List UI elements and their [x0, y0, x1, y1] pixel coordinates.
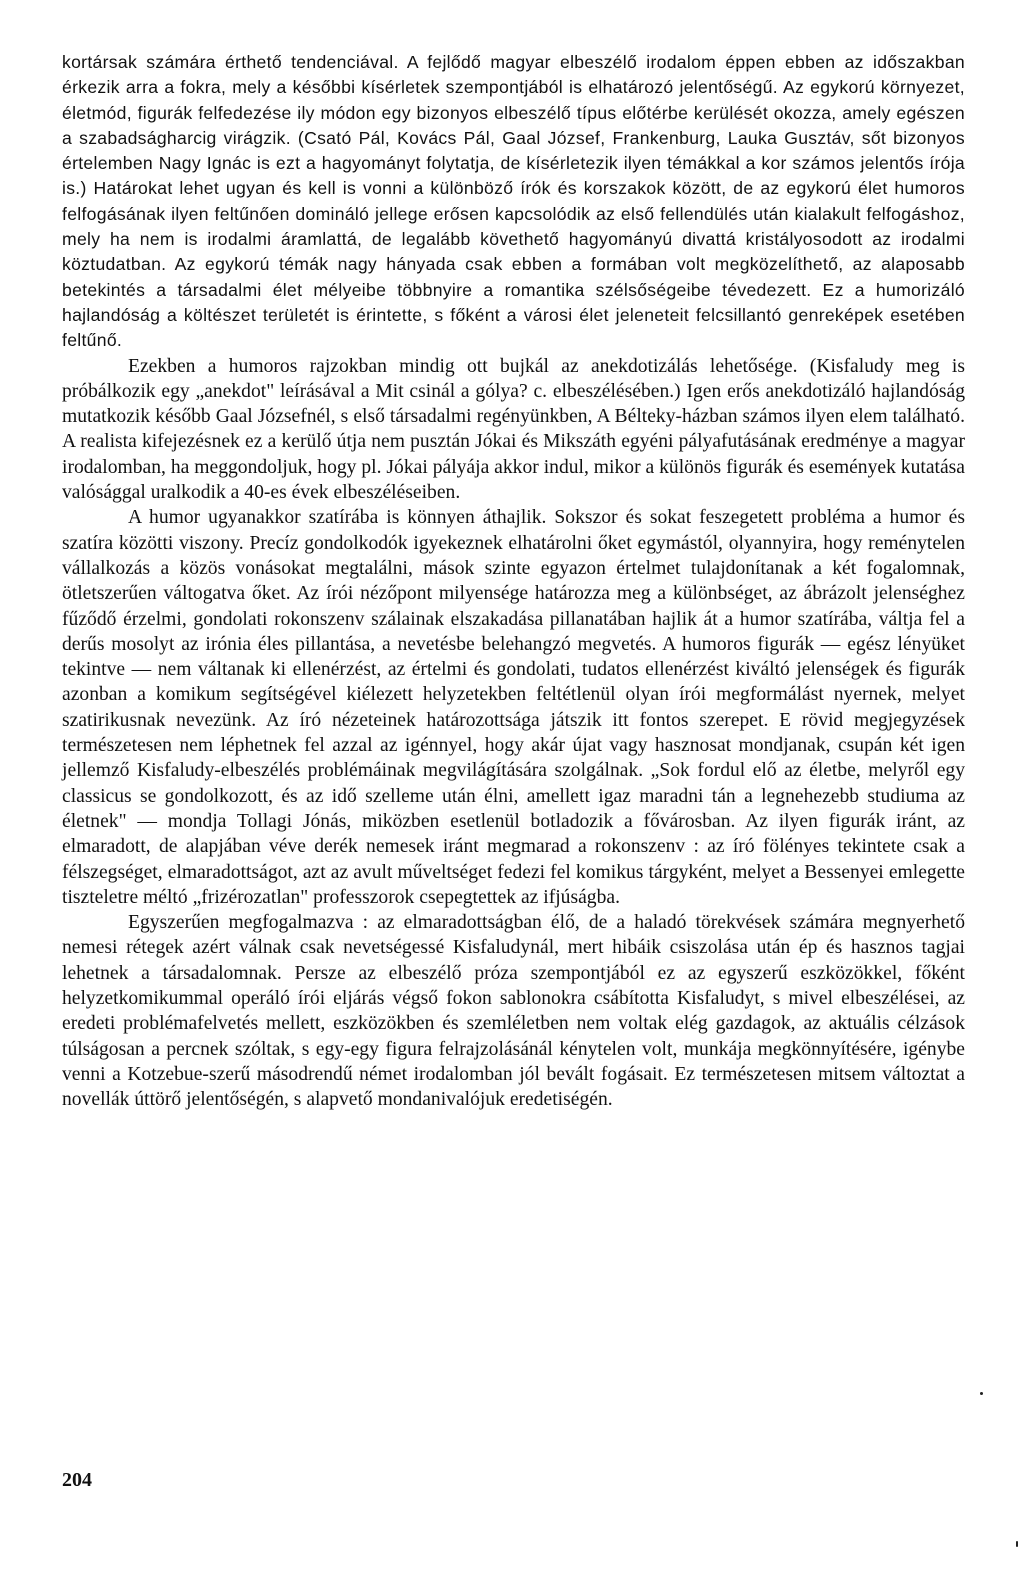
paragraph-3: A humor ugyanakkor szatírába is könnyen áthajlik. Sokszor és sokat feszegetett probléma a humor és szatíra közötti viszony. Precíz gondolkodók igyekeznek elhatárolni őket egymástól, olyannyira, hogy reménytelen vállalkozás a közös vonásokat megtalálni, mások szinte egyazon értelmet tulajdonítanak a két fogalomnak, ötletszerűen váltogatva őket. Az írói nézőpont milyensége határozza meg a különbséget, az ábrázolt jelenséghez fűződő érzelmi, gondolati rokonszenv szálainak elszakadása pillanatában hajlik át a humor szatírába, váltja fel a derűs mosolyt az irónia éles pillantása, a nevetésbe belehangzó megvetés. A humoros figurák — egész lényüket tekintve — nem váltanak ki ellenérzést, az értelmi és gondolati, tudatos ellenérzést kiváltó jelenségek és figurák azonban a komikum segítségével kiélezett helyzetekben feltétlenül olyan írói megformálást nyernek, melyet szatirikusnak nevezünk. Az író nézeteinek határozottsága játszik itt fontos szerepet. E rövid megjegyzések természetesen nem léphetnek fel azzal az igénnyel, hogy akár újat vagy hasznosat mondjanak, csupán két igen jellemző Kisfaludy-elbeszélés problémáinak megvilágítására szolgálnak. „Sok fordul elő az életbe, melyről egy classicus se gondolkozott, és az idő szelleme után élni, amellett igaz maradni tán a legnehezebb studiuma az életnek" — mondja Tollagi Jónás, miközben esetlenül botladozik a fővárosban. Az ilyen figurák iránt, az elmaradott, de alapjában véve derék nemesek iránt megmarad a rokonszenv : az író fölényes tekintete csak a félszegséget, elmaradottságot, azt az avult műveltséget fedezi fel komikus tárgyként, melyet a Bessenyei emlegette tiszteletre méltó „frizérozatlan" professzorok csepegtettek az ifjúságba.	[62, 507, 965, 908]
paragraph-4: Egyszerűen megfogalmazva : az elmaradottságban élő, de a haladó törekvések számára megnyerhető nemesi rétegek azért válnak csak nevetségessé Kisfaludynál, mert hibáik csiszolása után ép és hasznos tagjai lehetnek a társadalomnak. Persze az elbeszélő próza szempontjából ez az egyszerű eszközökkel, főként helyzetkomikummal operáló írói eljárás végső fokon sablonokra csábította Kisfaludyt, s mivel elbeszélései, az eredeti problémafelvetés mellett, eszközökben és szemléletben nem voltak elég gazdagok, az aktuális célzások túlságosan a percnek szóltak, s egy-egy figura felrajzolásánál kénytelen volt, munkája megkönnyítésére, igénybe venni a Kotzebue-szerű másodrendű német irodalomban jól bevált fogásait. Ez természetesen mitsem változtat a novellák úttörő jelentőségén, s alapvető mondanivalójuk eredetiségén.	[62, 912, 965, 1111]
page-body	[62, 50, 965, 1112]
scan-speck	[1016, 1541, 1018, 1547]
scan-speck	[980, 1392, 983, 1395]
paragraph-2: Ezekben a humoros rajzokban mindig ott bujkál az anekdotizálás lehetősége. (Kisfaludy meg is próbálkozik egy „anekdot" leírásával a Mit csinál a gólya? c. elbeszélésében.) Igen erős anekdotizáló hajlandóság mutatkozik később Gaal Józsefnél, s első társadalmi regényünkben, A Bélteky-házban számos ilyen elem található. A realista kifejezésnek ez a kerülő útja nem pusztán Jókai és Mikszáth egyéni pályafutásának eredménye a magyar irodalomban, ha meggondoljuk, hogy pl. Jókai pályája akkor indul, mikor a különös figurák és események kutatása valósággal uralkodik a 40-es évek elbeszéléseiben.	[62, 355, 965, 504]
paragraph-1: kortársak számára érthető tendenciával. A fejlődő magyar elbeszélő irodalom éppen ebben az időszakban érkezik arra a fokra, mely a későbbi kísérletek szempontjából is elhatározó jelentőségű. Az egykorú környezet, életmód, figurák felfedezése ily módon egy bizonyos elbeszélő típus előtérbe kerülését okozza, amely egészen a szabadságharcig virágzik. (Csató Pál, Kovács Pál, Gaal József, Frankenburg, Lauka Gusztáv, sőt bizonyos értelemben Nagy Ignác is ezt a hagyományt folytatja, de kísérletezik ilyen témákkal a kor számos jelentős írója is.) Határokat lehet ugyan és kell is vonni a különböző írók és korszakok között, de az egykorú élet humoros felfogásának ilyen feltűnően domináló jellege erősen kapcsolódik az első fellendülés után kialakult felfogáshoz, mely ha nem is irodalmi áramlattá, de legalább követhető hagyományú divattá kristályosodott az irodalmi köztudatban. Az egykorú témák nagy hányada csak ebben a formában volt megközelíthető, az alaposabb betekintés a társadalmi élet mélyeibe többnyire a romantika szélsőségeibe tévedezett. Ez a humorizáló hajlandóság a költészet területét is érintette, s főként a városi élet jeleneteit felcsillantó genreképek esetében feltűnő.	[62, 52, 965, 351]
page-number: 204	[62, 1469, 92, 1491]
